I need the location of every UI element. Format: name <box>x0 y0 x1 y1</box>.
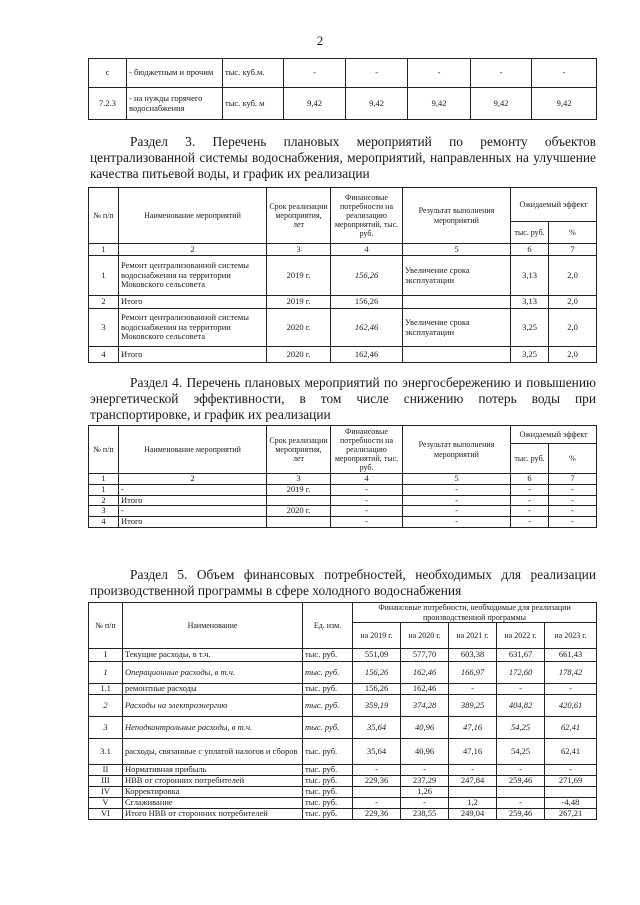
value-cell: 359,19 <box>353 695 401 717</box>
row-number: 4 <box>89 517 119 528</box>
value-cell: 40,96 <box>401 739 449 765</box>
row-name: Неподконтрольные расходы, в т.ч. <box>123 717 303 739</box>
value-cell: 603,38 <box>449 649 497 662</box>
row-term: 2019 г. <box>267 296 331 309</box>
table-row <box>89 798 597 809</box>
value-cell: 40,96 <box>401 717 449 739</box>
section-3-heading: Раздел 3. Перечень плановых мероприятий по ремонту объектов централизованной системы водоснабжения, мероприятий, направленных на улучшение качества питьевой воды, и график их реализации <box>90 134 596 181</box>
header-number: № п/п <box>89 188 119 244</box>
value-cell: 247,84 <box>449 776 497 787</box>
value-cell: 389,25 <box>449 695 497 717</box>
value-cell: 35,64 <box>353 739 401 765</box>
value-cell: - <box>545 684 597 695</box>
value-cell: 35,64 <box>353 717 401 739</box>
table-row <box>89 88 597 120</box>
table-row <box>89 739 597 765</box>
value-cell: 162,46 <box>401 662 449 684</box>
header-year: на 2023 г. <box>545 623 597 649</box>
row-effect-percent: - <box>549 495 597 506</box>
section-5-body <box>89 649 597 820</box>
column-index: 6 <box>511 244 549 256</box>
column-index: 2 <box>119 474 267 485</box>
value-cell: - <box>471 59 532 88</box>
value-cell: 54,25 <box>497 717 545 739</box>
row-effect-thousand: - <box>511 506 549 517</box>
row-name: ремонтные расходы <box>123 684 303 695</box>
row-term <box>267 517 331 528</box>
value-cell: 237,29 <box>401 776 449 787</box>
header-result: Результат выполнения мероприятий <box>403 426 511 474</box>
row-unit: тыс. руб. <box>303 765 353 776</box>
row-name: Итого <box>119 347 267 363</box>
value-cell: 156,26 <box>353 662 401 684</box>
row-number: 3 <box>89 717 123 739</box>
value-cell: 9,42 <box>408 88 471 120</box>
row-unit: тыс. руб. <box>303 798 353 809</box>
row-term: 2019 г. <box>267 256 331 296</box>
row-unit: тыс. куб. м <box>223 88 284 120</box>
value-cell <box>449 787 497 798</box>
column-index: 5 <box>403 474 511 485</box>
row-term <box>267 495 331 506</box>
header-name: Наименование мероприятий <box>119 426 267 474</box>
value-cell: 62,41 <box>545 739 597 765</box>
value-cell: - <box>449 684 497 695</box>
header-percent: % <box>549 444 597 474</box>
value-cell: 47,16 <box>449 717 497 739</box>
value-cell: 62,41 <box>545 717 597 739</box>
table-row <box>89 809 597 820</box>
value-cell: - <box>401 798 449 809</box>
header-effect: Ожидаемый эффект <box>511 188 597 222</box>
row-number: 2 <box>89 695 123 717</box>
column-index: 1 <box>89 244 119 256</box>
row-effect-thousand: 3,25 <box>511 347 549 363</box>
row-name: Текущие расходы, в т.ч. <box>123 649 303 662</box>
row-unit: тыс. руб. <box>303 717 353 739</box>
row-name: - <box>119 506 267 517</box>
header-year: на 2021 г. <box>449 623 497 649</box>
table-row <box>89 296 597 309</box>
header-financing: Финансовые потребности на реализацию мероприятий, тыс. руб. <box>331 188 403 244</box>
value-cell: 238,55 <box>401 809 449 820</box>
value-cell <box>353 787 401 798</box>
row-number: IV <box>89 787 123 798</box>
row-financing: 162,46 <box>331 309 403 347</box>
value-cell: 156,26 <box>353 684 401 695</box>
value-cell <box>545 787 597 798</box>
section-5-table <box>88 602 597 820</box>
row-term: 2020 г. <box>267 347 331 363</box>
value-cell: 229,36 <box>353 809 401 820</box>
row-term: 2020 г. <box>267 309 331 347</box>
row-effect-thousand: 3,25 <box>511 309 549 347</box>
row-number: II <box>89 765 123 776</box>
value-cell: 551,09 <box>353 649 401 662</box>
row-term: 2020 г. <box>267 506 331 517</box>
row-unit: тыс. руб. <box>303 776 353 787</box>
header-effect: Ожидаемый эффект <box>511 426 597 444</box>
value-cell: - <box>401 765 449 776</box>
row-name: Итого <box>119 517 267 528</box>
header-financing: Финансовые потребности на реализацию мероприятий, тыс. руб. <box>331 426 403 474</box>
value-cell: 267,21 <box>545 809 597 820</box>
row-financing: 156,26 <box>331 256 403 296</box>
value-cell: - <box>353 798 401 809</box>
row-name: Ремонт централизованной системы водоснабжения на территории Моковского сельсовета <box>119 309 267 347</box>
table-row <box>89 484 597 495</box>
column-index-row <box>89 244 597 256</box>
value-cell: - <box>284 59 346 88</box>
row-effect-percent: 2,0 <box>549 309 597 347</box>
value-cell: -4,48 <box>545 798 597 809</box>
table-row <box>89 309 597 347</box>
row-unit: тыс. руб. <box>303 809 353 820</box>
value-cell: - <box>449 765 497 776</box>
row-result: Увеличение срока эксплуатации <box>403 309 511 347</box>
value-cell: 172,60 <box>497 662 545 684</box>
header-term: Срок реализации мероприятия, лет <box>267 188 331 244</box>
table-row <box>89 695 597 717</box>
row-name: Итого <box>119 495 267 506</box>
table-row <box>89 495 597 506</box>
row-name: расходы, связанные с уплатой налогов и сборов <box>123 739 303 765</box>
header-year: на 2020 г. <box>401 623 449 649</box>
row-number: VI <box>89 809 123 820</box>
column-index: 7 <box>549 474 597 485</box>
row-financing: - <box>331 506 403 517</box>
value-cell: 420,61 <box>545 695 597 717</box>
row-name: - бюджетным и прочим <box>127 59 223 88</box>
column-index: 2 <box>119 244 267 256</box>
row-financing: 156,26 <box>331 296 403 309</box>
row-result <box>403 296 511 309</box>
row-number: 2 <box>89 495 119 506</box>
row-financing: - <box>331 495 403 506</box>
value-cell: 178,42 <box>545 662 597 684</box>
header-number: № п/п <box>89 426 119 474</box>
header-unit: Ед. изм. <box>303 603 353 649</box>
row-result <box>403 347 511 363</box>
value-cell: 249,04 <box>449 809 497 820</box>
row-unit: тыс. руб. <box>303 662 353 684</box>
column-index: 7 <box>549 244 597 256</box>
value-cell: 9,42 <box>471 88 532 120</box>
value-cell: 259,46 <box>497 809 545 820</box>
table-row <box>89 717 597 739</box>
row-name: Сглаживание <box>123 798 303 809</box>
row-result: - <box>403 484 511 495</box>
value-cell: - <box>408 59 471 88</box>
table-row <box>89 787 597 798</box>
row-unit: тыс. руб. <box>303 739 353 765</box>
row-result: Увеличение срока эксплуатации <box>403 256 511 296</box>
value-cell: 166,97 <box>449 662 497 684</box>
row-effect-percent: - <box>549 517 597 528</box>
row-number: V <box>89 798 123 809</box>
section-5-heading: Раздел 5. Объем финансовых потребностей, необходимых для реализации производственной программы в сфере холодного водоснабжения <box>90 567 596 598</box>
row-number: 1 <box>89 662 123 684</box>
row-number: 1 <box>89 484 119 495</box>
row-number: 7.2.3 <box>89 88 127 120</box>
row-number: 1.1 <box>89 684 123 695</box>
header-financing: Финансовые потребности, необходимые для реализации производственной программы <box>353 603 597 623</box>
table-row <box>89 662 597 684</box>
row-effect-thousand: - <box>511 495 549 506</box>
value-cell <box>497 787 545 798</box>
header-thousand-rub: тыс. руб. <box>511 444 549 474</box>
row-name: Нормативная прибыль <box>123 765 303 776</box>
column-index: 4 <box>331 474 403 485</box>
row-financing: 162,46 <box>331 347 403 363</box>
header-number: № п/п <box>89 603 123 649</box>
value-cell: 271,69 <box>545 776 597 787</box>
header-name: Наименование <box>123 603 303 649</box>
value-cell: 1,2 <box>449 798 497 809</box>
row-effect-percent: 2,0 <box>549 296 597 309</box>
value-cell: 661,43 <box>545 649 597 662</box>
section-3-table <box>88 187 597 363</box>
value-cell: 631,67 <box>497 649 545 662</box>
value-cell: 9,42 <box>284 88 346 120</box>
row-unit: тыс. куб.м. <box>223 59 284 88</box>
row-effect-thousand: 3,13 <box>511 296 549 309</box>
value-cell: 47,16 <box>449 739 497 765</box>
page-number: 2 <box>316 33 324 48</box>
row-unit: тыс. руб. <box>303 684 353 695</box>
row-number: 1 <box>89 256 119 296</box>
row-effect-thousand: 3,13 <box>511 256 549 296</box>
row-number: с <box>89 59 127 88</box>
row-effect-thousand: - <box>511 484 549 495</box>
header-name: Наименование мероприятий <box>119 188 267 244</box>
value-cell: 577,70 <box>401 649 449 662</box>
row-name: - на нужды горячего водоснабжения <box>127 88 223 120</box>
row-effect-percent: 2,0 <box>549 256 597 296</box>
row-result: - <box>403 506 511 517</box>
table-row <box>89 684 597 695</box>
table-row <box>89 649 597 662</box>
value-cell: 259,46 <box>497 776 545 787</box>
value-cell: 9,42 <box>532 88 597 120</box>
table-row <box>89 59 597 88</box>
row-result: - <box>403 517 511 528</box>
row-name: Ремонт централизованной системы водоснабжения на территории Моковского сельсовета <box>119 256 267 296</box>
row-number: 2 <box>89 296 119 309</box>
row-result: - <box>403 495 511 506</box>
row-number: III <box>89 776 123 787</box>
column-index: 3 <box>267 244 331 256</box>
column-index-row <box>89 474 597 485</box>
value-cell: 9,42 <box>346 88 408 120</box>
row-name: НВВ от сторонних потребителей <box>123 776 303 787</box>
value-cell: 1,26 <box>401 787 449 798</box>
water-volume-table <box>88 58 597 120</box>
row-name: Корректировка <box>123 787 303 798</box>
row-number: 3 <box>89 309 119 347</box>
value-cell: 162,46 <box>401 684 449 695</box>
row-financing: - <box>331 517 403 528</box>
row-unit: тыс. руб. <box>303 695 353 717</box>
section-4-heading: Раздел 4. Перечень плановых мероприятий по энергосбережению и повышению энергетической эффективности, в том числе снижению потерь воды при транспортировке, и график их реализации <box>90 375 596 422</box>
row-number: 3 <box>89 506 119 517</box>
value-cell: 229,36 <box>353 776 401 787</box>
table-row <box>89 506 597 517</box>
value-cell: 54,25 <box>497 739 545 765</box>
row-financing: - <box>331 484 403 495</box>
table-row <box>89 776 597 787</box>
header-year: на 2019 г. <box>353 623 401 649</box>
row-number: 4 <box>89 347 119 363</box>
value-cell: - <box>497 765 545 776</box>
header-percent: % <box>549 222 597 244</box>
row-unit: тыс. руб. <box>303 787 353 798</box>
column-index: 4 <box>331 244 403 256</box>
value-cell: - <box>353 765 401 776</box>
header-thousand-rub: тыс. руб. <box>511 222 549 244</box>
row-name: Итого НВВ от сторонних потребителей <box>123 809 303 820</box>
value-cell: - <box>497 798 545 809</box>
table-row <box>89 765 597 776</box>
header-result: Результат выполнения мероприятий <box>403 188 511 244</box>
row-name: Итого <box>119 296 267 309</box>
row-number: 3.1 <box>89 739 123 765</box>
row-name: - <box>119 484 267 495</box>
column-index: 6 <box>511 474 549 485</box>
table-row <box>89 347 597 363</box>
row-effect-percent: - <box>549 484 597 495</box>
column-index: 1 <box>89 474 119 485</box>
row-number: I <box>89 649 123 662</box>
row-effect-thousand: - <box>511 517 549 528</box>
row-effect-percent: - <box>549 506 597 517</box>
column-index: 3 <box>267 474 331 485</box>
row-effect-percent: 2,0 <box>549 347 597 363</box>
row-unit: тыс. руб. <box>303 649 353 662</box>
section-4-table <box>88 425 597 528</box>
value-cell: 374,28 <box>401 695 449 717</box>
header-term: Срок реализации мероприятия, лет <box>267 426 331 474</box>
row-term: 2019 г. <box>267 484 331 495</box>
column-index: 5 <box>403 244 511 256</box>
table-row <box>89 517 597 528</box>
value-cell: - <box>346 59 408 88</box>
header-year: на 2022 г. <box>497 623 545 649</box>
value-cell: - <box>497 684 545 695</box>
table-row <box>89 256 597 296</box>
row-name: Расходы на электроэнергию <box>123 695 303 717</box>
value-cell: 404,82 <box>497 695 545 717</box>
row-name: Операционные расходы, в т.ч. <box>123 662 303 684</box>
value-cell: - <box>545 765 597 776</box>
value-cell: - <box>532 59 597 88</box>
